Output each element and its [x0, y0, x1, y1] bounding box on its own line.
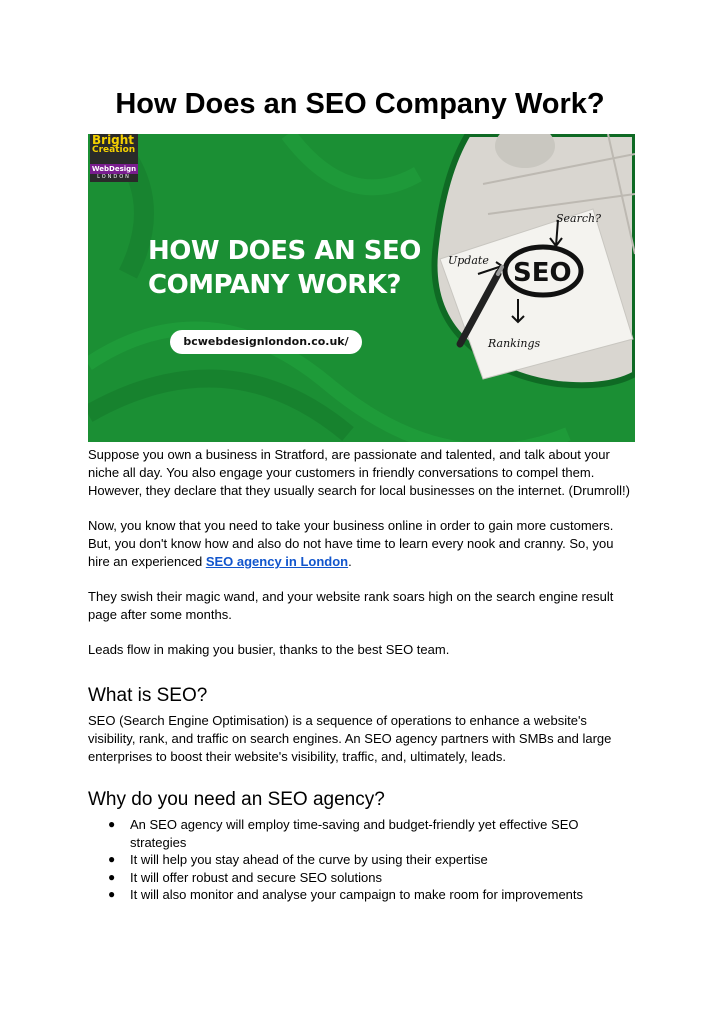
logo-text-bright: Bright — [92, 134, 135, 147]
paragraph-seo-definition: SEO (Search Engine Optimisation) is a sequence of operations to enhance a website's visibility, rank, and traffic on search engines. An SEO agency partners with SMBs and large enterprises to boost their website's visibility, traffic, and, ultimately, leads. — [88, 713, 612, 764]
list-item-text: It will help you stay ahead of the curve by using their expertise — [130, 852, 488, 867]
banner-heading — [148, 234, 448, 302]
reasons-list — [88, 816, 636, 904]
logo-text-webdesign: WebDesign — [91, 165, 137, 173]
heading-why-need-agency: Why do you need an SEO agency? — [88, 789, 385, 810]
logo-text-london: LONDON — [97, 174, 131, 180]
list-item-text: An SEO agency will employ time-saving and budget-friendly yet effective SEO strategies — [130, 817, 579, 850]
banner-heading-line2: COMPANY WORK? — [148, 270, 402, 300]
list-item — [88, 886, 636, 904]
hero-banner-image — [88, 134, 635, 442]
photo-word-rankings: Rankings — [488, 337, 541, 350]
brand-logo — [90, 134, 138, 182]
list-item-text: It will also monitor and analyse your campaign to make room for improvements — [130, 887, 584, 902]
paragraph-hire-agency — [88, 517, 636, 571]
paragraph-intro: Suppose you own a business in Stratford, are passionate and talented, and talk about your niche all day. You also engage your customers in friendly conversations to compel them. However, they declare that they usually search for local businesses on the internet. (Drumroll!) — [88, 447, 630, 498]
paragraph-magic-wand: They swish their magic wand, and your website rank soars high on the search engine result page after some months. — [88, 589, 614, 622]
article-body — [88, 446, 636, 904]
photo-word-update: Update — [448, 254, 489, 267]
seo-agency-london-link[interactable]: SEO agency in London — [205, 554, 349, 569]
banner-url-pill: bcwebdesignlondon.co.uk/ — [170, 330, 362, 354]
paragraph-leads: Leads flow in making you busier, thanks to the best SEO team. — [88, 642, 450, 657]
banner-heading-line1: HOW DOES AN SEO — [148, 236, 421, 266]
bullet-icon: ● — [108, 869, 116, 884]
list-item — [88, 869, 636, 887]
list-item — [88, 851, 636, 869]
list-item-text: It will offer robust and secure SEO solutions — [130, 869, 382, 885]
heading-what-is-seo: What is SEO? — [88, 685, 208, 706]
bullet-icon: ● — [108, 887, 116, 901]
paragraph-hire-text: Now, you know that you need to take your business online in order to gain more customers. But, you don't know how and also do not have time to learn every nook and cranny. So, you hire an experienced — [88, 518, 614, 569]
bullet-icon: ● — [108, 852, 116, 866]
list-item — [88, 816, 636, 851]
page-title: How Does an SEO Company Work? — [115, 88, 605, 120]
logo-text-creation: Creation — [92, 145, 136, 155]
bullet-icon: ● — [108, 817, 116, 831]
photo-word-seo: SEO — [513, 258, 572, 288]
paragraph-hire-end: . — [348, 554, 352, 569]
photo-word-search: Search? — [556, 212, 602, 225]
